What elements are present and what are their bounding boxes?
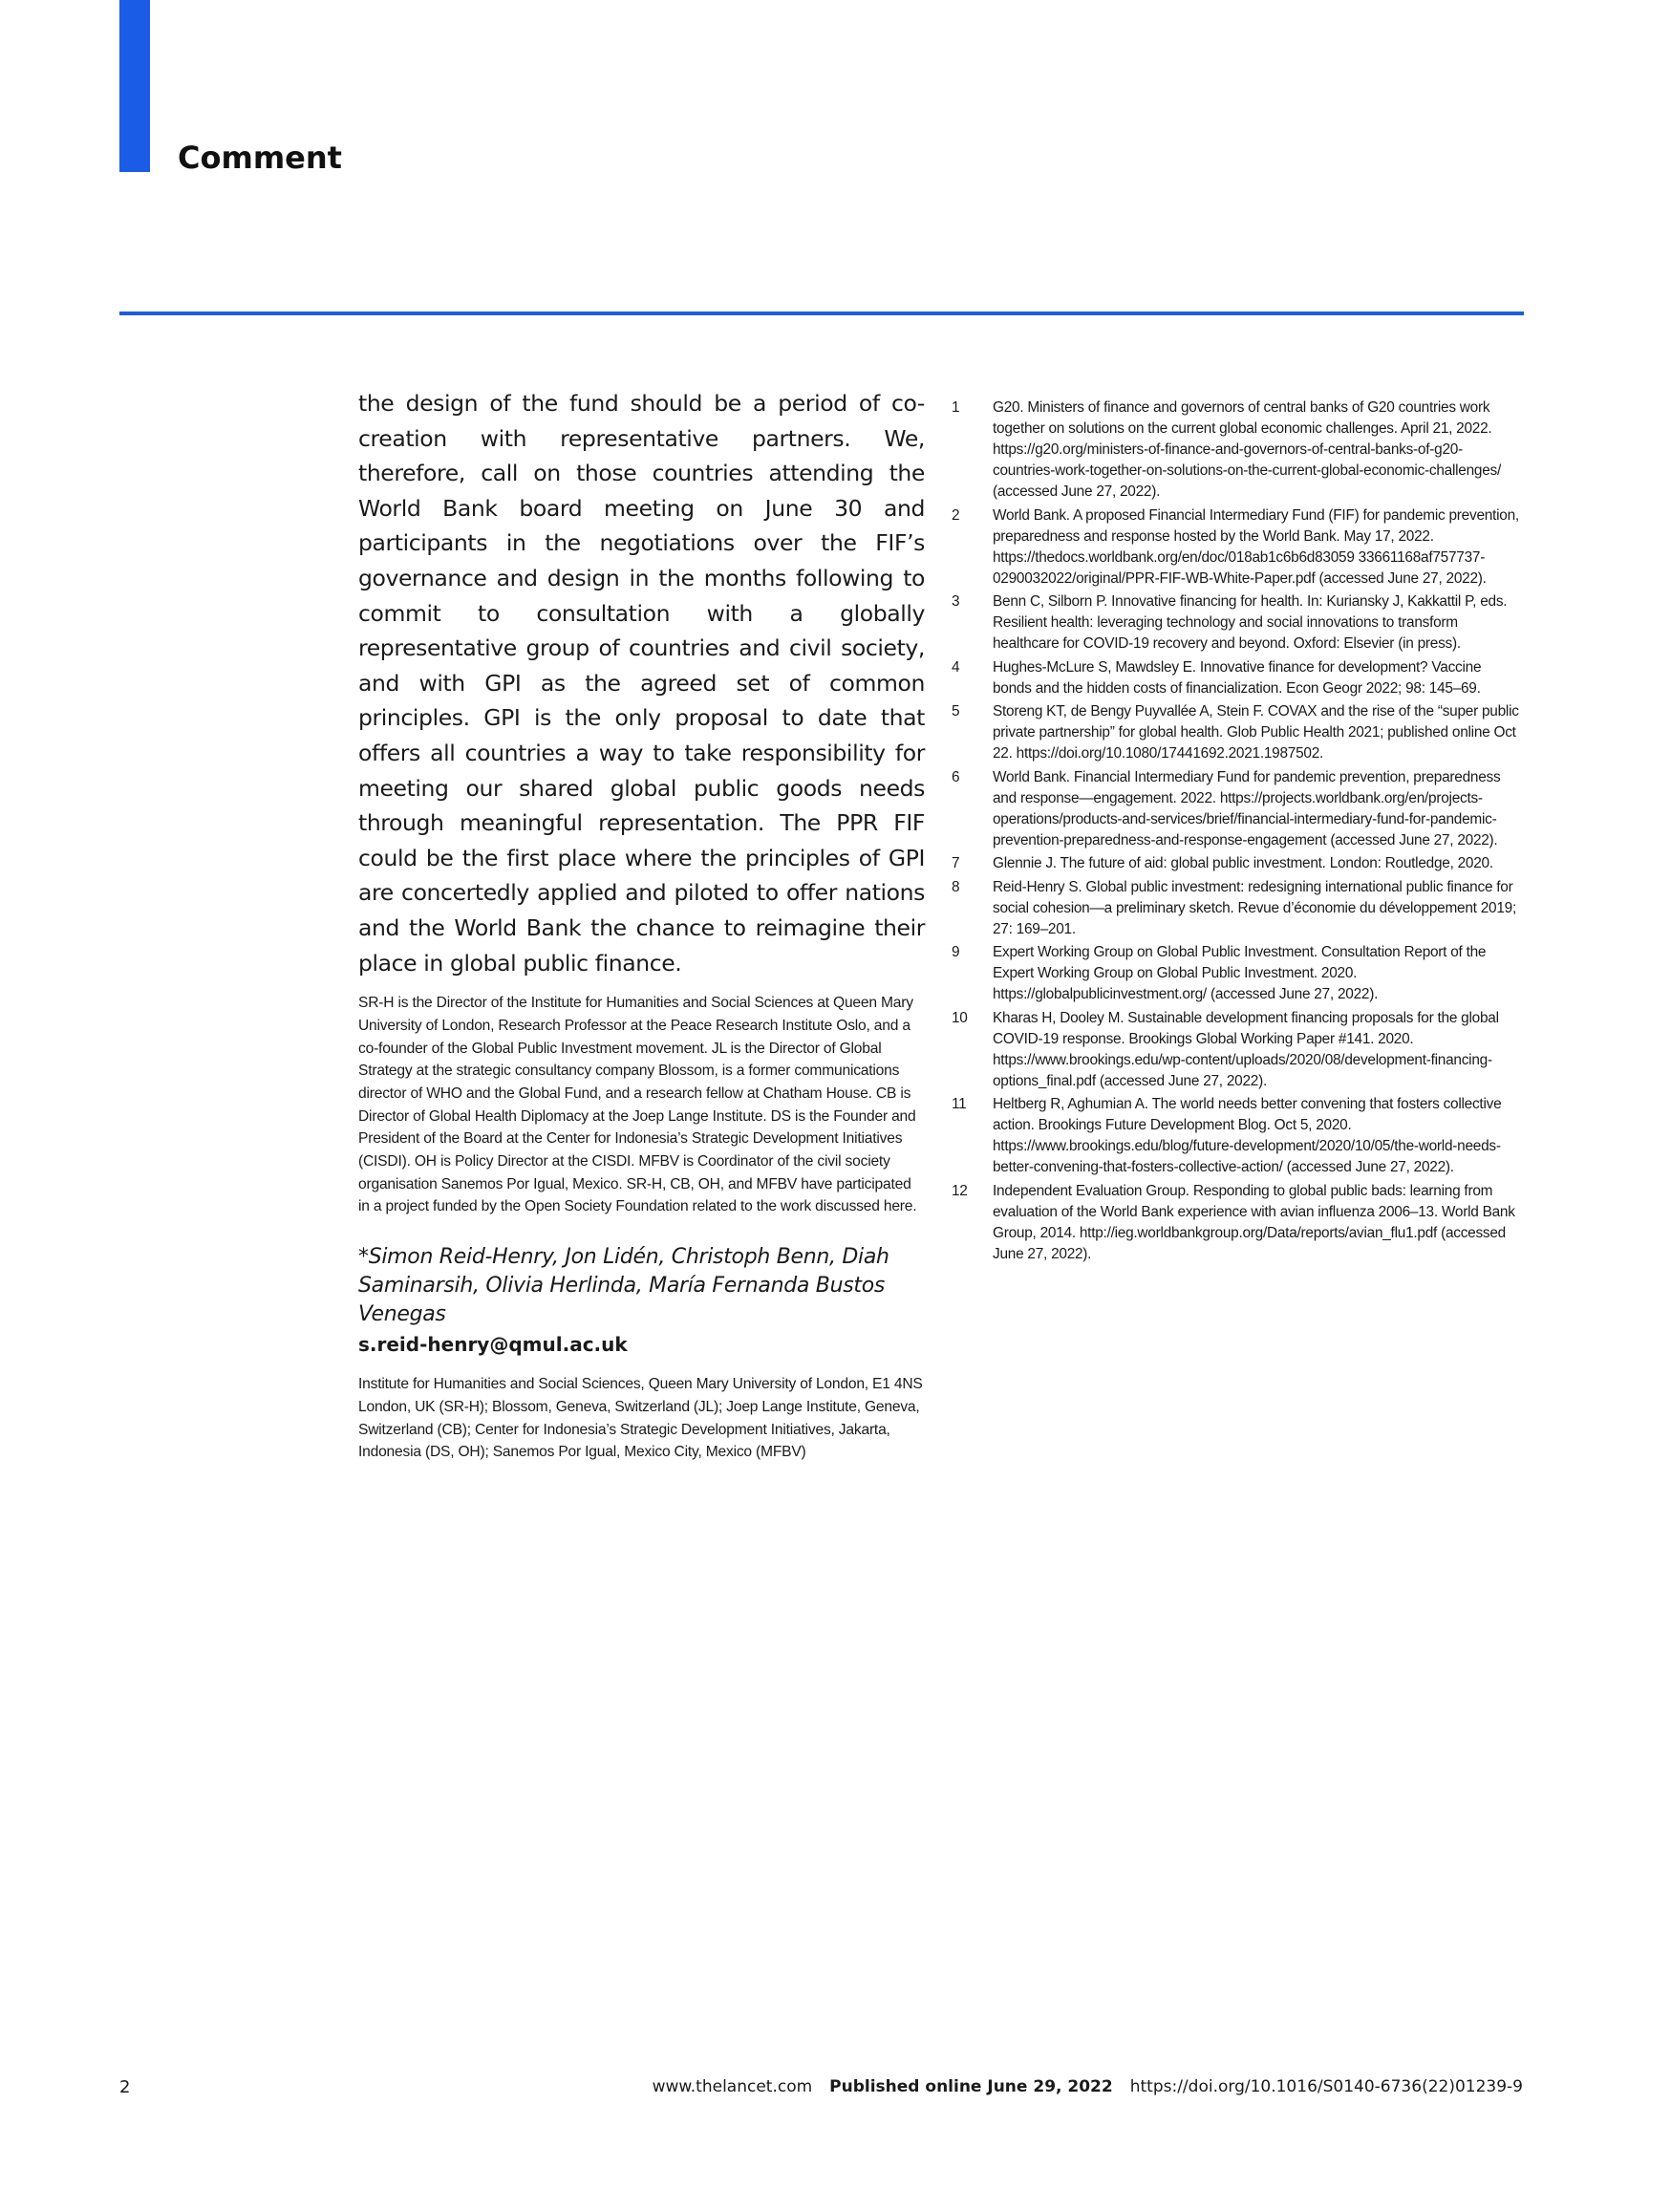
reference-item [946,1008,1519,1092]
reference-text: Glennie J. The future of aid: global public investment. London: Routledge, 2020. [993,855,1493,871]
doi-link[interactable]: https://doi.org/10.1016/S0140-6736(22)01239-9 [1129,2077,1523,2096]
reference-number: 12 [952,1182,968,1199]
reference-number: 11 [952,1096,967,1112]
reference-number: 9 [952,944,960,960]
reference-number: 6 [952,768,960,785]
reference-item [946,1094,1519,1178]
reference-text: G20. Ministers of finance and governors of central banks of G20 countries work together on solutions on the current global economic challenges. April 21, 2022. https://g20.org/ministers-of-finance-and-governors-of-central-banks-of-g20-countries-work-together-on-solutions-on-the-current-global-economic-challenges/ (accessed June 27, 2022). [993,399,1502,500]
reference-item [946,877,1519,940]
affiliations: Institute for Humanities and Social Sciences, Queen Mary University of London, E1 4NS London, UK (SR-H); Blossom, Geneva, Switzerland (JL); Joep Lange Institute, Geneva, Switzerland (CB); Center for Indonesia’s Strategic Development Initiatives, Jakarta, Indonesia (DS, OH); Sanemos Por Igual, Mexico City, Mexico (MFBV) [358,1376,923,1461]
reference-item [946,591,1519,655]
section-accent-bar [119,0,150,172]
reference-text: Storeng KT, de Bengy Puyvallée A, Stein F. COVAX and the rise of the “super public private partnership” for global health. Glob Public Health 2021; published online Oct 22. https://doi.org/10.1080/17441692.2021.1987502. [993,703,1519,762]
page-number: 2 [119,2077,131,2097]
main-column [358,386,925,1464]
publication-date: Published online June 29, 2022 [829,2077,1113,2096]
reference-text: Hughes-McLure S, Mawdsley E. Innovative finance for development? Vaccine bonds and the hidden costs of financialization. Econ Geogr 2022; 98: 145–69. [993,658,1482,697]
reference-item [946,853,1519,874]
reference-text: World Bank. A proposed Financial Intermediary Fund (FIF) for pandemic prevention, preparedness and response hosted by the World Bank. May 17, 2022. https://thedocs.worldbank.org/en/doc/018ab1c6b6d83059 33661168af757737-0290032022/original/PPR-FIF-WB-White-Paper.pdf (accessed June 27, 2022). [993,506,1519,587]
reference-text: World Bank. Financial Intermediary Fund for pandemic prevention, preparedness and response—engagement. 2022. https://projects.worldbank.org/en/projects-operations/products-and-services/brief/financial-intermediary-fund-for-pandemic-prevention-preparedness-and-response-engagement (accessed June 27, 2022). [993,768,1501,848]
reference-item [946,701,1519,764]
reference-number: 3 [952,593,960,610]
reference-list [946,397,1519,1267]
body-paragraph: the design of the fund should be a period of co-creation with representative partners. We, therefore, call on those countries attending the World Bank board meeting on June 30 and participants in the negotiations over the FIF’s governance and design in the months following to commit to consultation with a globally representative group of countries and civil society, and with GPI as the agreed set of common principles. GPI is the only proposal to date that offers all countries a way to take responsibility for meeting our shared global public goods needs through meaningful representation. The PPR FIF could be the first place where the principles of GPI are concertedly applied and piloted to offer nations and the World Bank the chance to reimagine their place in global public finance. [358,390,925,977]
reference-number: 1 [952,399,960,416]
reference-number: 2 [952,506,960,524]
header-rule [119,311,1524,315]
competing-interests: SR-H is the Director of the Institute for Humanities and Social Sciences at Queen Mary University of London, Research Professor at the Peace Research Institute Oslo, and a co-founder of the Global Public Investment movement. JL is the Director of Global Strategy at the strategic consultancy company Blossom, is a former communications director of WHO and the Global Fund, and a research fellow at Chatham House. CB is Director of Global Health Diplomacy at the Joep Lange Institute. DS is the Founder and President of the Board at the Center for Indonesia’s Strategic Development Initiatives (CISDI). OH is Policy Director at the CISDI. MFBV is Coordinator of the civil society organisation Sanemos Por Igual, Mexico. SR-H, CB, OH, and MFBV have participated in a project funded by the Open Society Foundation related to the work discussed here. [358,995,917,1215]
author-list: *Simon Reid-Henry, Jon Lidén, Christoph Benn, Diah Saminarsih, Olivia Herlinda, María Fernanda Bustos Venegas [358,1245,889,1327]
reference-text: Benn C, Silborn P. Innovative financing for health. In: Kuriansky J, Kakkattil P, eds. Resilient health: leveraging technology and social innovations to transform healthcare for COVID-19 recovery and beyond. Oxford: Elsevier (in press). [993,593,1508,652]
reference-item [946,397,1519,503]
reference-item [946,657,1519,699]
reference-text: Kharas H, Dooley M. Sustainable development financing proposals for the global COVID-19 response. Brookings Global Working Paper #141. 2020. https://www.brookings.edu/wp-content/uploads/2020/08/development-financing-options_final.pdf (accessed June 27, 2022). [993,1009,1499,1089]
reference-item [946,767,1519,851]
reference-number: 8 [952,878,960,895]
reference-text: Independent Evaluation Group. Responding to global public bads: learning from evaluation of the World Bank experience with avian influenza 2006–13. World Bank Group, 2014. http://ieg.worldbankgroup.org/Data/reports/avian_flu1.pdf (accessed June 27, 2022). [993,1182,1515,1262]
reference-text: Expert Working Group on Global Public Investment. Consultation Report of the Expert Working Group on Global Public Investment. 2020. https://globalpublicinvestment.org/ (accessed June 27, 2022). [993,944,1487,1002]
reference-number: 10 [952,1009,968,1026]
reference-number: 5 [952,703,960,719]
reference-number: 7 [952,855,960,871]
section-label: Comment [178,140,342,176]
journal-site-link[interactable]: www.thelancet.com [652,2077,813,2096]
reference-text: Reid-Henry S. Global public investment: redesigning international public finance for social cohesion—a preliminary sketch. Revue d’économie du développement 2019; 27: 169–201. [993,878,1516,937]
footer-info [653,2077,1523,2096]
corresponding-email[interactable]: s.reid-henry@qmul.ac.uk [358,1333,628,1357]
reference-text: Heltberg R, Aghumian A. The world needs better convening that fosters collective action. Brookings Future Development Blog. Oct 5, 2020. https://www.brookings.edu/blog/future-development/2020/10/05/the-world-needs-better-convening-that-fosters-collective-action/ (accessed June 27, 2022). [993,1096,1502,1175]
reference-item [946,1181,1519,1265]
reference-item [946,505,1519,590]
reference-item [946,942,1519,1005]
reference-number: 4 [952,658,960,676]
